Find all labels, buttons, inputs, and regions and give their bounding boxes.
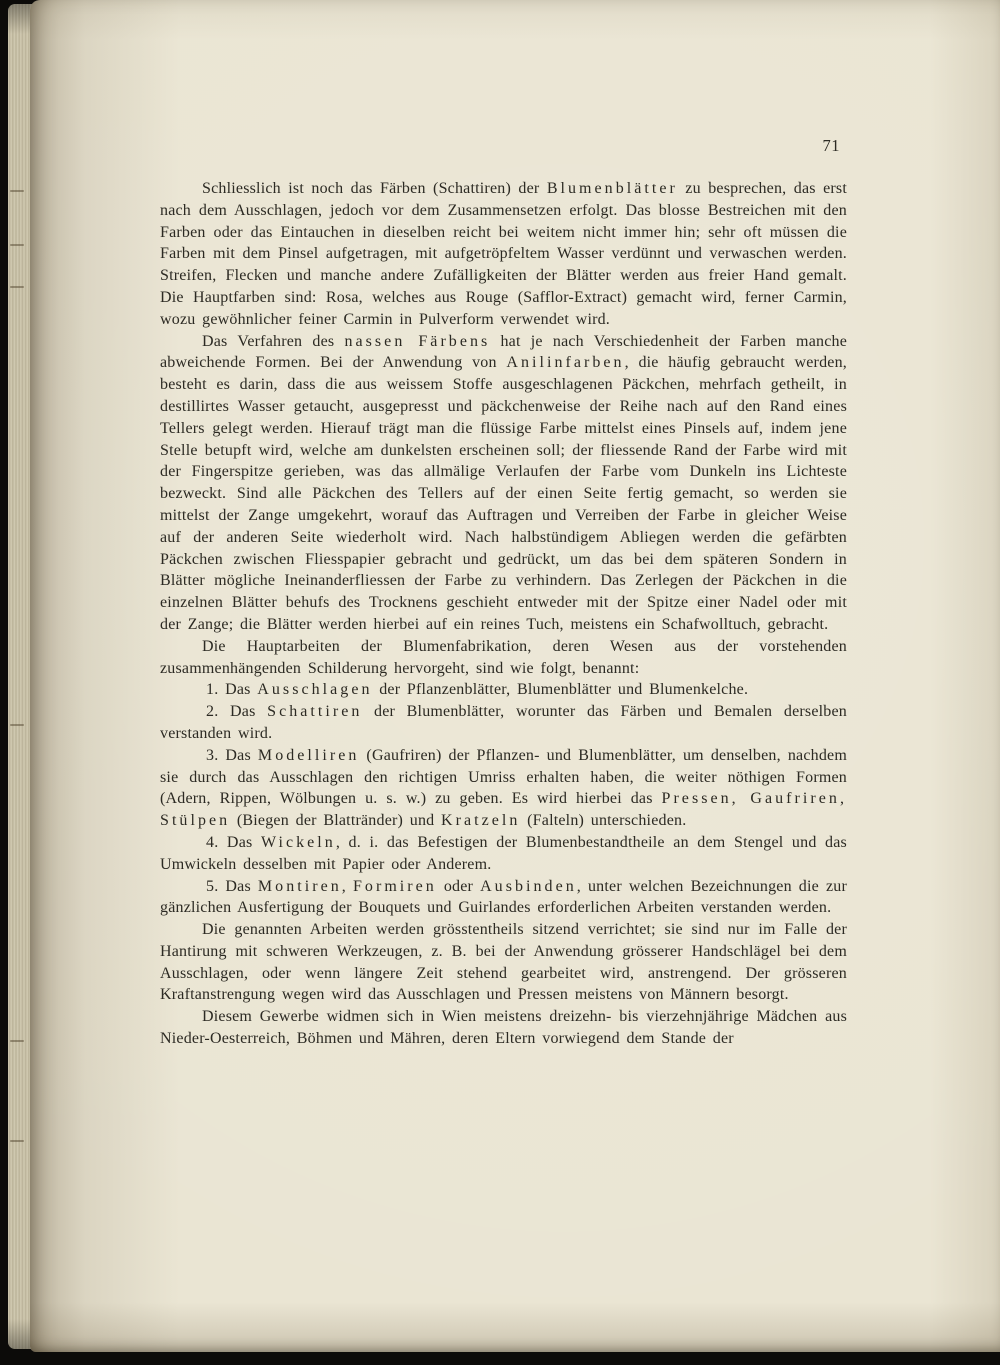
text-run: Diesem Gewerbe widmen sich in Wien meistens dreizehn- bis vierzehnjährige Mädchen aus Nieder-Oesterreich, Böhmen und Mähren, deren Eltern vorwiegend dem Stande der bbox=[160, 1008, 847, 1048]
emphasized-text: Ausschlagen bbox=[257, 681, 373, 699]
emphasized-text: Modelliren bbox=[257, 746, 360, 764]
paragraph bbox=[160, 331, 847, 636]
paragraph bbox=[160, 1006, 847, 1050]
emphasized-text: Wickeln bbox=[260, 833, 336, 851]
text-run: 4. Das bbox=[206, 833, 261, 851]
emphasized-text: Formiren bbox=[352, 877, 437, 895]
page-edge-mark bbox=[10, 1040, 24, 1042]
text-run: 2. Das bbox=[206, 703, 268, 721]
text-run: der Pflanzenblätter, Blumenblätter und Blumenkelche. bbox=[372, 681, 749, 699]
page-edge-mark bbox=[10, 286, 24, 288]
page-edge-mark bbox=[10, 190, 24, 192]
text-run: (Biegen der Blattränder) und bbox=[230, 812, 442, 830]
text-run: , bbox=[341, 877, 353, 895]
page-edge-mark bbox=[10, 1140, 24, 1142]
list-item bbox=[160, 876, 847, 920]
page-edge-mark bbox=[10, 244, 24, 246]
text-run: hat je nach Verschiedenheit der Farben manche abweichende Formen. Bei der Anwendung von bbox=[160, 332, 848, 372]
text-run: (Falteln) unterschieden. bbox=[520, 812, 687, 830]
list-item bbox=[160, 701, 847, 745]
emphasized-text: nassen Färbens bbox=[344, 332, 491, 350]
emphasized-text: Kratzeln bbox=[441, 812, 521, 830]
emphasized-text: Blumenblätter bbox=[546, 180, 678, 197]
emphasized-text: Schattiren bbox=[267, 703, 363, 721]
text-run: , d. i. das Befestigen der Blumenbestandtheile an dem Stengel und das Umwickeln desselben mit Papier oder Anderem. bbox=[160, 833, 847, 873]
paragraph bbox=[160, 178, 847, 331]
page bbox=[30, 0, 1000, 1352]
text-run: Die Hauptarbeiten der Blumenfabrikation, deren Wesen aus der vorstehenden zusammenhängenden Schilderung hervorgeht, sind wie folgt, benannt: bbox=[160, 637, 847, 677]
paragraph bbox=[160, 636, 847, 680]
text-run: zu besprechen, das erst nach dem Ausschlagen, jedoch vor dem Zusammensetzen erfolgt. Das blosse Bestreichen mit den Farben oder das Eintauchen in dieselben reicht bei weitem nicht immer hin; sehr oft müssen die Farben mit dem Pinsel aufgetragen, mit aufgetröpfeltem Wasser verdünnt und verwaschen werden. Streifen, Flecken und manche andere Zufälligkeiten der Blätter werden aus freier Hand gemalt. Die Hauptfarben sind: Rosa, welches aus Rouge (Safflor-Extract) gemacht wird, ferner Carmin, wozu gewöhnlicher feiner Carmin in Pulverform verwendet wird. bbox=[160, 180, 847, 328]
emphasized-text: Montiren bbox=[257, 877, 342, 895]
text-run: , unter welchen Bezeichnungen die zur gänzlichen Ausfertigung der Bouquets und Guirlandes erforderlichen Arbeiten verstanden werden. bbox=[160, 877, 847, 917]
emphasized-text: Ausbinden bbox=[480, 877, 577, 895]
text-run: 3. Das bbox=[206, 746, 258, 764]
text-run: , die häufig gebraucht werden, besteht es darin, dass die aus weissem Stoffe ausgeschlagenen Päckchen, mehrfach getheilt, in destillirtes Wasser getaucht, ausgepresst und päckchenweise der Reihe nach auf den Rand eines Tellers gelegt werden. Hierauf trägt man die flüssige Farbe mittelst eines Pinsels auf, indem jene Stelle betupft wird, welche am dunkelsten erscheinen soll; der fliessende Rand der Farbe wird mit der Fingerspitze gerieben, was das allmälige Verlaufen der Farbe vom Dunkeln ins Lichteste bezweckt. Sind alle Päckchen des Tellers auf der einen Seite fertig gemacht, so werden sie mittelst der Zange umgekehrt, worauf das Auftragen und Verreiben der Farbe in gleicher Weise auf der anderen Seite wiederholt wird. Nach halbstündigem Abliegen werden die gefärbten Päckchen zwischen Fliesspapier gebracht und gedrückt, um das bei dem späteren Sondern in Blätter mögliche Ineinanderfliessen der Farbe zu verhindern. Das Zerlegen der Päckchen in die einzelnen Blätter behufs des Trocknens geschieht entweder mit der Spitze einer Nadel oder mit der Zange; die Blätter werden hierbei auf ein reines Tuch, meistens ein Schafwolltuch, gebracht. bbox=[160, 354, 847, 633]
text-run: (Gaufriren) der Pflanzen- und Blumenblätter, um denselben, nachdem sie durch das Ausschlagen den richtigen Umriss erhalten haben, die weiter nöthigen Formen (Adern, Rippen, Wölbungen u. s. w.) zu geben. Es wird hierbei das bbox=[160, 746, 847, 808]
list-item bbox=[160, 745, 847, 832]
text-run: Die genannten Arbeiten werden grösstentheils sitzend verrichtet; sie sind nur im Falle der Hantirung mit schweren Werkzeugen, z. B. bei der Anwendung grösserer Handschlägel bei dem Ausschlagen, oder wenn längere Zeit stehend gearbeitet wird, anstrengend. Der grösseren Kraftanstrengung wegen wird das Ausschlagen und Pressen meistens von Männern besorgt. bbox=[160, 921, 847, 1004]
text-run: 1. Das bbox=[206, 681, 258, 699]
emphasized-text: Pressen, Gaufriren, Stülpen bbox=[160, 790, 847, 830]
text-run: Das Verfahren des bbox=[202, 332, 345, 350]
text-block bbox=[160, 178, 847, 1050]
text-run: der Blumenblätter, worunter das Färben und Bemalen derselben verstanden wird. bbox=[160, 703, 847, 742]
text-run: oder bbox=[436, 877, 481, 895]
text-run: 5. Das bbox=[206, 877, 258, 895]
text-run: Schliesslich ist noch das Färben (Schattiren) der bbox=[202, 180, 547, 197]
page-edge-mark bbox=[10, 724, 24, 726]
paragraph bbox=[160, 919, 847, 1006]
page-number: 71 bbox=[822, 136, 840, 155]
list-item bbox=[160, 679, 847, 701]
emphasized-text: Anilinfarben bbox=[506, 354, 625, 372]
list-item bbox=[160, 832, 847, 876]
